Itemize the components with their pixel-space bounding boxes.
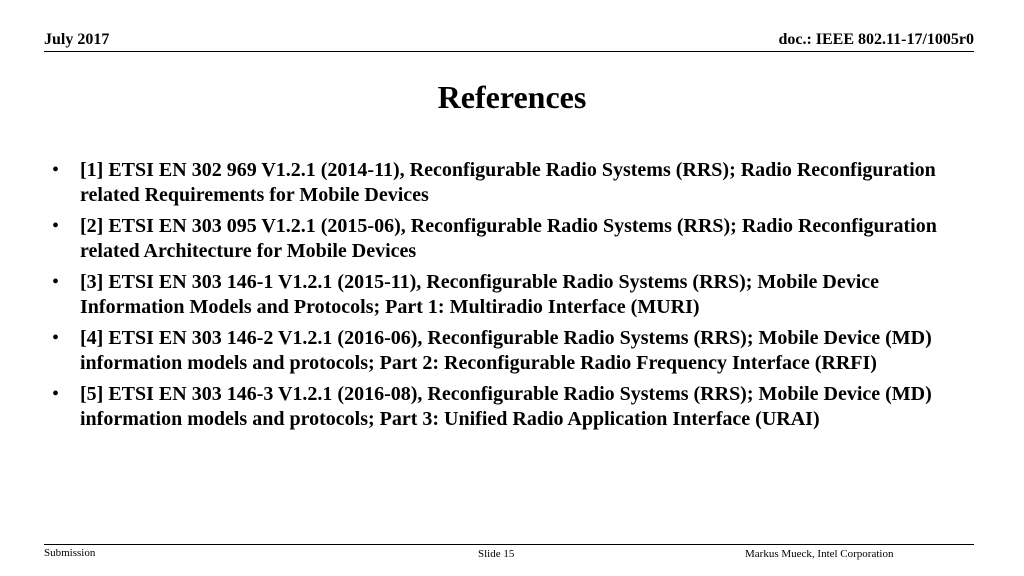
header-date: July 2017 xyxy=(44,31,110,48)
reference-item xyxy=(52,158,952,208)
bullet-glyph: • xyxy=(52,271,60,293)
footer-slide-number: Slide 15 xyxy=(478,548,515,560)
reference-text: [2] ETSI EN 303 095 V1.2.1 (2015-06), Reconfigurable Radio Systems (RRS); Radio Reconfiguration related Architecture for Mobile Devices xyxy=(80,215,937,262)
slide-title: References xyxy=(437,79,587,115)
reference-item xyxy=(52,214,952,264)
reference-text: [3] ETSI EN 303 146-1 V1.2.1 (2015-11), Reconfigurable Radio Systems (RRS); Mobile Device Information Models and Protocols; Part 1: Multiradio Interface (MURI) xyxy=(80,271,880,318)
header-rule xyxy=(44,51,974,52)
reference-text: [5] ETSI EN 303 146-3 V1.2.1 (2016-08), Reconfigurable Radio Systems (RRS); Mobile Device (MD) information models and protocols; Part 3: Unified Radio Application Interface (URAI) xyxy=(80,383,932,430)
reference-item xyxy=(52,382,952,432)
bullet-glyph: • xyxy=(52,159,60,181)
reference-item xyxy=(52,326,952,376)
reference-text: [1] ETSI EN 302 969 V1.2.1 (2014-11), Reconfigurable Radio Systems (RRS); Radio Reconfiguration related Requirements for Mobile Devices xyxy=(80,159,936,206)
footer-rule xyxy=(44,544,974,545)
footer-author: Markus Mueck, Intel Corporation xyxy=(745,548,894,560)
reference-list xyxy=(52,158,952,438)
footer-submission: Submission xyxy=(44,547,96,559)
reference-text: [4] ETSI EN 303 146-2 V1.2.1 (2016-06), Reconfigurable Radio Systems (RRS); Mobile Device (MD) information models and protocols; Part 2: Reconfigurable Radio Frequency Interface (RRFI) xyxy=(80,327,932,374)
header-doc-id: doc.: IEEE 802.11-17/1005r0 xyxy=(778,31,974,48)
reference-item xyxy=(52,270,952,320)
bullet-glyph: • xyxy=(52,383,60,405)
bullet-glyph: • xyxy=(52,215,60,237)
bullet-glyph: • xyxy=(52,327,60,349)
